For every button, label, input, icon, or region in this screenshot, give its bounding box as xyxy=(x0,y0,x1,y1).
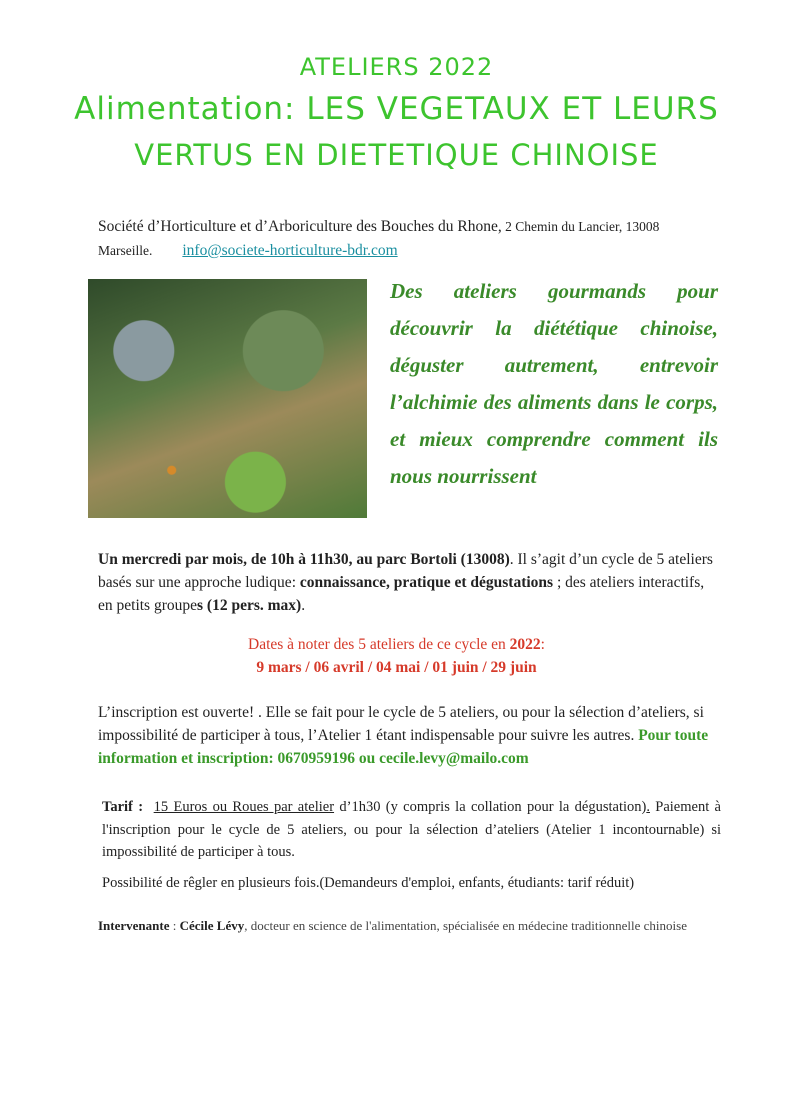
organization-info xyxy=(98,215,718,263)
intro-text: . Il s’agit d’un cycle de 5 ateliers basés sur une approche ludique: xyxy=(98,551,713,591)
tarif-dot: . xyxy=(646,799,650,815)
dates-colon: : xyxy=(540,636,545,653)
dates-list: 9 mars / 06 avril / 04 mai / 01 juin / 29 juin xyxy=(256,659,537,676)
intro-paragraph xyxy=(98,548,718,617)
intervenante-name: Cécile Lévy xyxy=(179,918,245,933)
intro-text-2: ; des ateliers interactifs, en petits groupe xyxy=(98,574,705,614)
tarif-label: Tarif : xyxy=(102,799,144,815)
dates-label: Dates à noter des 5 ateliers de ce cycle en xyxy=(248,636,510,653)
schedule: Un mercredi par mois, de 10h à 11h30, au parc Bortoli (13008) xyxy=(98,551,510,568)
payment-options: Possibilité de rêgler en plusieurs fois.(Demandeurs d'emploi, enfants, étudiants: tarif réduit) xyxy=(102,874,635,891)
header-title-line2: VERTUS EN DIETETIQUE CHINOISE xyxy=(134,137,659,172)
tagline: Des ateliers gourmands pour découvrir la diététique chinoise, déguster autrement, entrevoir l’alchimie des aliments dans le corps, et mieux comprendre comment ils nous nourrissent xyxy=(390,279,718,488)
inscription-paragraph xyxy=(98,701,718,770)
garden-photo xyxy=(88,279,367,518)
intervenante-label: Intervenante xyxy=(98,918,170,933)
group-size: s (12 pers. max) xyxy=(197,597,302,614)
dates-block xyxy=(0,633,793,679)
intervenante-desc: , docteur en science de l'alimentation, spécialisée en médecine traditionnelle chinoise xyxy=(244,918,687,933)
inscription-text: L’inscription est ouverte! . Elle se fait pour le cycle de 5 ateliers, ou pour la sélection d’ateliers, si impossibilité de participer à tous, l’Atelier 1 étant indispensable pour suivre les autres. xyxy=(98,704,704,744)
org-address: 2 Chemin du Lancier, 13008 Marseille. xyxy=(98,219,660,258)
org-name: Société d’Horticulture et d’Arboriculture des Bouches du Rhone, xyxy=(98,218,502,235)
contact-info: Pour toute information et inscription: 0670959196 ou cecile.levy@mailo.com xyxy=(98,727,709,767)
tarif-payment: Paiement à l'inscription pour le cycle de 5 ateliers, ou pour la sélection d’ateliers (Atelier 1 incontournable) si impossibilité de participer à tous. xyxy=(102,799,721,860)
intro-end: . xyxy=(301,597,306,614)
tarif-paragraph xyxy=(102,796,721,864)
tarif-price: 15 Euros ou Roues par atelier xyxy=(153,799,335,815)
intervenante-info xyxy=(98,916,718,936)
tarif-text: d’1h30 (y compris la collation pour la dégustation) xyxy=(334,799,647,815)
org-email-link[interactable]: info@societe-horticulture-bdr.com xyxy=(182,242,398,259)
separator: : xyxy=(169,918,180,933)
photo-and-tagline xyxy=(88,273,718,518)
dates-year: 2022 xyxy=(509,636,541,653)
header-year: ATELIERS 2022 xyxy=(299,53,494,81)
header-title-line1: Alimentation: LES VEGETAUX ET LEURS xyxy=(74,91,719,127)
intro-keywords: connaissance, pratique et dégustations xyxy=(299,574,554,591)
